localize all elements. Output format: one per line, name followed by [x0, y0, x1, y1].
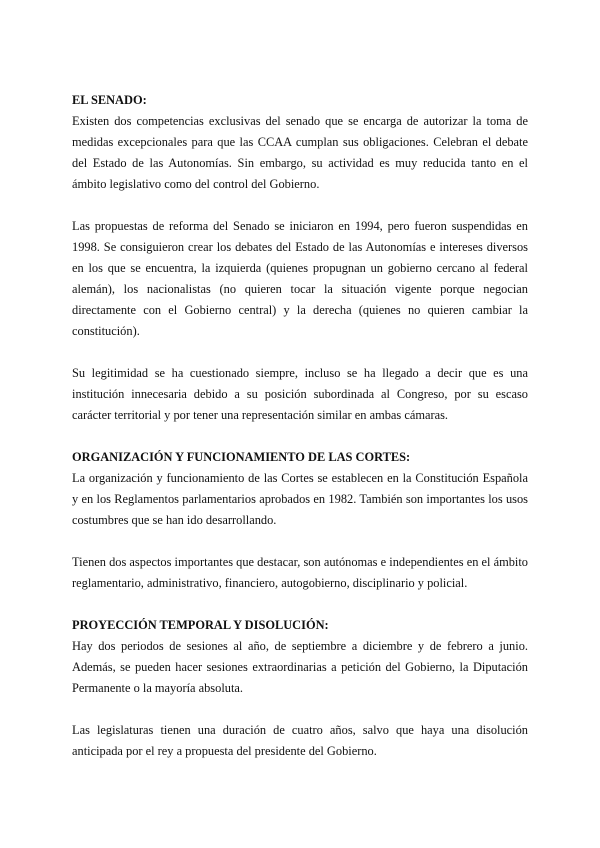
paragraph: Hay dos periodos de sesiones al año, de septiembre a diciembre y de febrero a junio. Además, se pueden hacer sesiones extraordinarias a petición del Gobierno, la Diputación Permanente o la mayoría absoluta.: [72, 639, 528, 695]
document-page: [72, 90, 528, 762]
paragraph: Tienen dos aspectos importantes que destacar, son autónomas e independientes en el ámbito reglamentario, administrativo, financiero, autogobierno, disciplinario y policial.: [72, 555, 528, 590]
paragraph-gap: [72, 699, 528, 720]
paragraph: Su legitimidad se ha cuestionado siempre, incluso se ha llegado a decir que es una institución innecesaria debido a su posición subordinada al Congreso, por su escaso carácter territorial y por tener una representación similar en ambas cámaras.: [72, 366, 528, 422]
paragraph-gap: [72, 195, 528, 216]
paragraph: Existen dos competencias exclusivas del senado que se encarga de autorizar la toma de medidas excepcionales para que las CCAA cumplan sus obligaciones. Celebran el debate del Estado de las Autonomías. Sin embargo, su actividad es muy reducida tanto en el ámbito legislativo como del control del Gobierno.: [72, 114, 528, 191]
paragraph-gap: [72, 594, 528, 615]
paragraph: Las legislaturas tienen una duración de cuatro años, salvo que haya una disolución anticipada por el rey a propuesta del presidente del Gobierno.: [72, 723, 528, 758]
paragraph-gap: [72, 342, 528, 363]
paragraph-gap: [72, 531, 528, 552]
paragraph-gap: [72, 426, 528, 447]
paragraph: Las propuestas de reforma del Senado se iniciaron en 1994, pero fueron suspendidas en 1998. Se consiguieron crear los debates del Estado de las Autonomías e intereses diversos en los que se encuentra, la izquierda (quienes propugnan un gobierno cercano al federal alemán), los nacionalistas (no quieren tocar la situación vigente porque negocian directamente con el Gobierno central) y la derecha (quienes no quieren cambiar la constitución).: [72, 219, 528, 338]
paragraph: La organización y funcionamiento de las Cortes se establecen en la Constitución Española y en los Reglamentos parlamentarios aprobados en 1982. También son importantes los usos costumbres que se han ido desarrollando.: [72, 471, 528, 527]
section-heading-senado: EL SENADO:: [72, 93, 147, 107]
section-heading-organizacion: ORGANIZACIÓN Y FUNCIONAMIENTO DE LAS CORTES:: [72, 450, 411, 464]
section-heading-proyeccion: PROYECCIÓN TEMPORAL Y DISOLUCIÓN:: [72, 618, 329, 632]
